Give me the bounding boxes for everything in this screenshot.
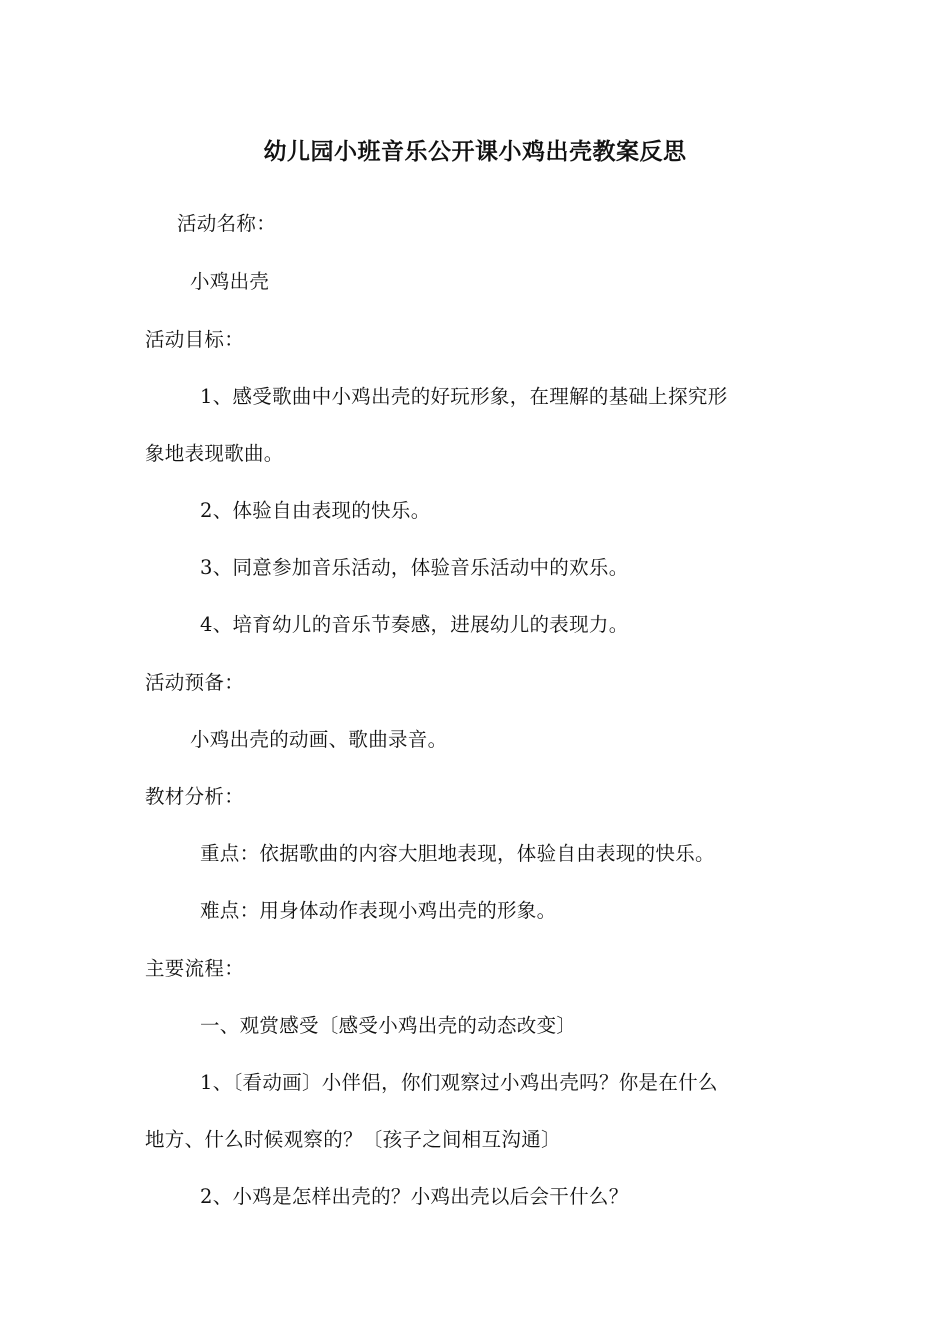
heading-main-process: 主要流程： [145,957,245,980]
heading-activity-name: 活动名称： [177,212,277,235]
preparation-content: 小鸡出壳的动画、歌曲录音。 [190,728,448,751]
process-step-1-line-2: 地方、什么时候观察的？〔孩子之间相互沟通〕 [145,1128,561,1151]
difficult-point: 难点：用身体动作表现小鸡出壳的形象。 [200,899,557,922]
activity-name-value: 小鸡出壳 [190,270,270,293]
heading-activity-goals: 活动目标： [145,328,245,351]
goal-item-2: 2、体验自由表现的快乐。 [200,499,431,522]
process-section-1: 一、观赏感受〔感受小鸡出壳的动态改变〕 [200,1014,577,1037]
heading-activity-preparation: 活动预备： [145,671,245,694]
key-point: 重点：依据歌曲的内容大胆地表现，体验自由表现的快乐。 [200,842,715,865]
goal-item-1-line-1: 1、感受歌曲中小鸡出壳的好玩形象，在理解的基础上探究形 [200,385,728,408]
goal-item-3: 3、同意参加音乐活动，体验音乐活动中的欢乐。 [200,556,629,579]
process-step-2: 2、小鸡是怎样出壳的？小鸡出壳以后会干什么？ [200,1185,629,1208]
document-title: 幼儿园小班音乐公开课小鸡出壳教案反思 [263,138,687,165]
goal-item-1-line-2: 象地表现歌曲。 [145,442,284,465]
heading-material-analysis: 教材分析： [145,785,245,808]
process-step-1-line-1: 1、〔看动画〕小伴侣，你们观察过小鸡出壳吗？你是在什么 [200,1071,718,1094]
goal-item-4: 4、培育幼儿的音乐节奏感，进展幼儿的表现力。 [200,613,629,636]
